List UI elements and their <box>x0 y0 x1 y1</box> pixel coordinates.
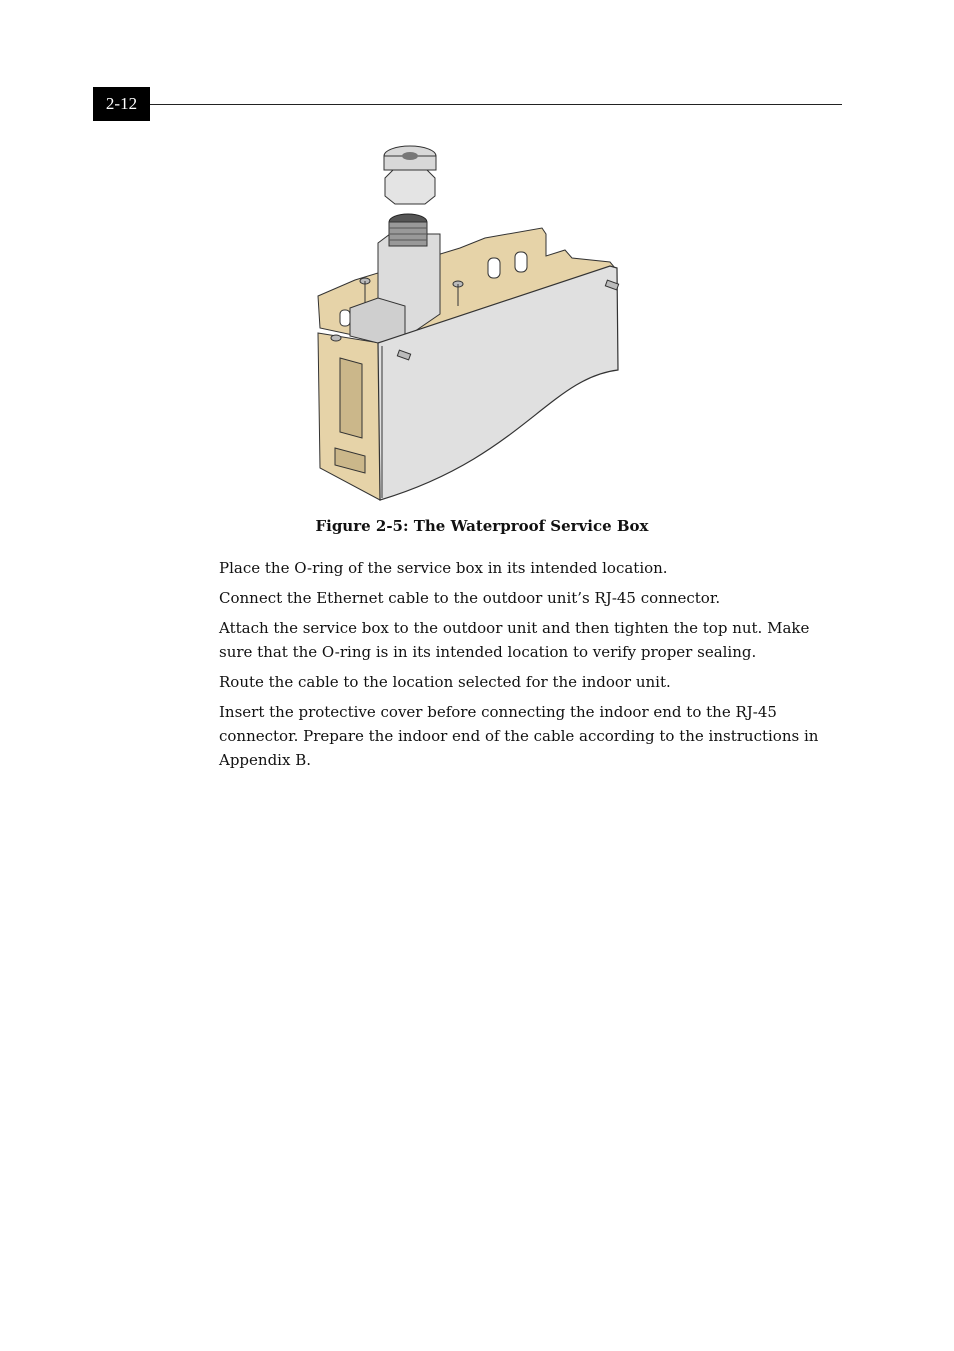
service-box-drawing <box>310 138 640 508</box>
instruction-list <box>219 556 844 778</box>
top-nut-hex <box>385 168 435 204</box>
bracket-hole-1 <box>488 258 500 278</box>
instruction-step: Insert the protective cover before connecting the indoor end to the RJ-45 connector. Prepare the indoor end of the cable according to the instructions in Appendix B. <box>219 703 819 769</box>
bracket-hole-3 <box>340 310 350 326</box>
service-box-illustration <box>310 138 640 508</box>
instruction-step: Place the O-ring of the service box in its intended location. <box>219 559 668 577</box>
bracket-hole-2 <box>515 252 527 272</box>
bracket-left-slot <box>340 358 362 438</box>
instruction-step: Route the cable to the location selected for the indoor unit. <box>219 673 671 691</box>
screw-bottom-left <box>331 335 341 341</box>
page-number-badge: 2-12 <box>93 87 150 121</box>
instruction-step: Attach the service box to the outdoor unit and then tighten the top nut. Make sure that the O-ring is in its intended location to verify proper sealing. <box>219 619 810 661</box>
instruction-step: Connect the Ethernet cable to the outdoor unit’s RJ-45 connector. <box>219 589 721 607</box>
figure-caption: Figure 2-5: The Waterproof Service Box <box>315 517 649 535</box>
header-rule <box>150 104 842 105</box>
